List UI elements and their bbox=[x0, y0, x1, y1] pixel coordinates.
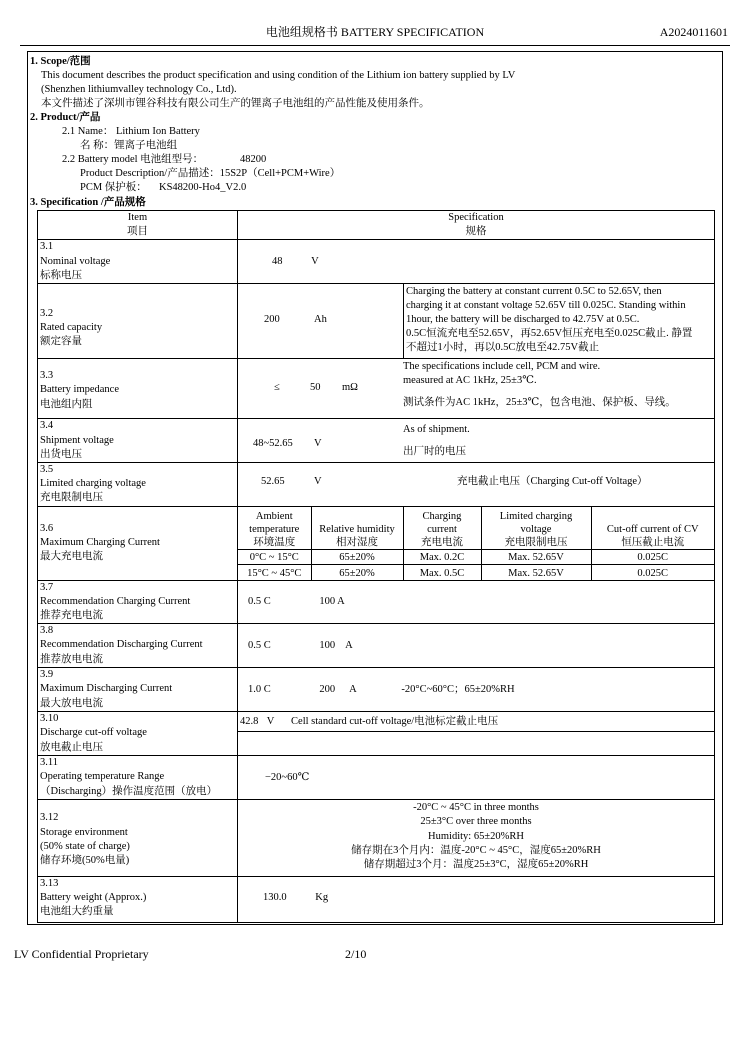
discharge-cutoff-voltage-value: 42.8 V bbox=[240, 715, 275, 727]
charging-conditions-header bbox=[238, 507, 714, 550]
battery-model-value: 48200 bbox=[240, 154, 267, 165]
scope-line-1: This document describes the product specification and using condition of the Lithium ion battery supplied by LV bbox=[41, 70, 516, 81]
discharge-cutoff-voltage-label: 3.10 Discharge cut-off voltage 放电截止电压 bbox=[38, 711, 238, 755]
pcm-value: KS48200-Ho4_V2.0 bbox=[159, 182, 247, 193]
shipment-note-en: As of shipment. bbox=[403, 424, 470, 435]
storage-line: 25±3°C over three months bbox=[420, 816, 532, 828]
battery-impedance-spec bbox=[238, 359, 715, 419]
limited-charging-voltage-note: 充电截止电压（Charging Cut-off Voltage） bbox=[457, 476, 648, 487]
operating-temperature-value: −20~60℃ bbox=[265, 771, 310, 783]
shipment-voltage-unit: V bbox=[314, 438, 322, 449]
cell-humidity: 65±20% bbox=[311, 565, 403, 580]
nominal-voltage-value: 48 bbox=[272, 255, 283, 267]
battery-model-label: 2.2 Battery model 电池组型号： bbox=[62, 154, 204, 165]
discharge-cutoff-voltage-note: Cell standard cut-off voltage/电池标定截止电压 bbox=[291, 715, 499, 727]
discharge-cutoff-voltage-line bbox=[238, 712, 714, 732]
footer-page-number: 2/10 bbox=[345, 947, 367, 961]
scope-line-3: 本文件描述了深圳市锂谷科技有限公司生产的锂离子电池组的产品性能及使用条件。 bbox=[41, 98, 430, 109]
row-max-charging-current bbox=[38, 506, 715, 580]
limited-charging-voltage-unit: V bbox=[314, 476, 322, 487]
max-discharging-current-condition: -20°C~60°C；65±20%RH bbox=[401, 683, 515, 695]
product-heading: 2. Product/产品 bbox=[30, 112, 101, 123]
storage-line: 储存期超过3个月：温度25±3°C，湿度65±20%RH bbox=[363, 859, 589, 871]
scope-heading: 1. Scope/范围 bbox=[30, 56, 91, 67]
item-header: Item 项目 bbox=[38, 211, 238, 240]
product-description: Product Description/产品描述：15S2P（Cell+PCM+Wire） bbox=[80, 168, 341, 179]
battery-weight-label: 3.13 Battery weight (Approx.) 电池组大约重量 bbox=[38, 876, 238, 922]
shipment-voltage-value: 48~52.65 bbox=[253, 438, 293, 449]
recommended-charging-current-label: 3.7 Recommendation Charging Current 推荐充电电流 bbox=[38, 580, 238, 624]
storage-line: Humidity: 65±20%RH bbox=[428, 830, 524, 842]
rated-capacity-label: 3.2 Rated capacity 额定容量 bbox=[38, 284, 238, 359]
cell-charging-current: Max. 0.5C bbox=[403, 565, 481, 580]
shipment-note-cn: 出厂时的电压 bbox=[403, 446, 466, 457]
battery-impedance-prefix: ≤ bbox=[274, 382, 280, 393]
discharge-cutoff-voltage-spec bbox=[238, 711, 715, 755]
spec-header: Specification 规格 bbox=[238, 211, 715, 240]
recommended-discharging-current-spec bbox=[238, 624, 715, 668]
cell-cutoff-current: 0.025C bbox=[591, 550, 714, 565]
recommended-charging-current-value: 0.5 C bbox=[248, 596, 271, 608]
shipment-voltage-label: 3.4 Shipment voltage 出货电压 bbox=[38, 419, 238, 463]
header-relative-humidity: Relative humidity 相对湿度 bbox=[311, 507, 403, 550]
charging-conditions-row bbox=[238, 550, 714, 565]
row-shipment-voltage bbox=[38, 419, 715, 463]
operating-temperature-spec bbox=[238, 755, 715, 799]
max-discharging-current-spec bbox=[238, 667, 715, 711]
storage-line: -20°C ~ 45°C in three months bbox=[413, 801, 539, 813]
recommended-discharging-current-amps: 100 A bbox=[319, 639, 353, 651]
row-limited-charging-voltage bbox=[38, 463, 715, 507]
row-max-discharging-current bbox=[38, 667, 715, 711]
row-battery-weight bbox=[38, 876, 715, 922]
divider bbox=[403, 284, 404, 358]
battery-impedance-note: The specifications include cell, PCM and wire. measured at AC 1kHz, 25±3℃. 测试条件为AC 1kHz，25±3℃，包含电池、保护板、导线。 bbox=[403, 361, 676, 408]
battery-weight-unit: Kg bbox=[315, 891, 329, 903]
recommended-discharging-current-label: 3.8 Recommendation Discharging Current 推荐放电电流 bbox=[38, 624, 238, 668]
cell-charging-current: Max. 0.2C bbox=[403, 550, 481, 565]
recommended-discharging-current-value: 0.5 C bbox=[248, 639, 271, 651]
operating-temperature-label: 3.11 Operating temperature Range （Discharging）操作温度范围（放电） bbox=[38, 755, 238, 799]
pcm-label: PCM 保护板： bbox=[80, 182, 147, 193]
cell-limited-voltage: Max. 52.65V bbox=[481, 550, 591, 565]
rated-capacity-value: 200 bbox=[264, 314, 280, 325]
max-charging-current-spec bbox=[238, 506, 715, 580]
max-discharging-current-amps: 200 A bbox=[319, 683, 357, 695]
footer-confidential: LV Confidential Proprietary bbox=[14, 947, 149, 961]
header-rule bbox=[20, 45, 730, 46]
row-rated-capacity bbox=[38, 284, 715, 359]
row-storage-environment bbox=[38, 799, 715, 876]
cell-cutoff-current: 0.025C bbox=[591, 565, 714, 580]
cell-limited-voltage: Max. 52.65V bbox=[481, 565, 591, 580]
battery-weight-value: 130.0 bbox=[263, 891, 287, 903]
header-limited-charging-voltage: Limited charging voltage 充电限制电压 bbox=[481, 507, 591, 550]
storage-environment-spec bbox=[238, 799, 715, 876]
storage-environment-label: 3.12 Storage environment (50% state of charge) 储存环境(50%电量) bbox=[38, 799, 238, 876]
spec-table bbox=[37, 210, 715, 923]
header-charging-current: Charging current 充电电流 bbox=[403, 507, 481, 550]
limited-charging-voltage-value: 52.65 bbox=[261, 476, 285, 487]
scope-line-2: (Shenzhen lithiumvalley technology Co., Ltd). bbox=[41, 84, 237, 95]
recommended-charging-current-amps: 100 A bbox=[319, 596, 345, 608]
battery-impedance-unit: mΩ bbox=[342, 382, 358, 393]
battery-weight-spec bbox=[238, 876, 715, 922]
header-ambient-temperature: Ambient temperature 环境温度 bbox=[238, 507, 311, 550]
nominal-voltage-spec bbox=[238, 240, 715, 284]
header-cutoff-current: Cut-off current of CV 恒压截止电流 bbox=[591, 507, 714, 550]
row-discharge-cutoff-voltage bbox=[38, 711, 715, 755]
document-header-title: 电池组规格书 BATTERY SPECIFICATION bbox=[265, 25, 485, 39]
nominal-voltage-unit: V bbox=[311, 255, 319, 267]
spec-heading: 3. Specification /产品规格 bbox=[30, 197, 146, 208]
product-name-en: 2.1 Name： Lithium Ion Battery bbox=[62, 126, 200, 137]
charging-conditions-table bbox=[238, 507, 714, 580]
max-charging-current-label: 3.6 Maximum Charging Current 最大充电电流 bbox=[38, 506, 238, 580]
shipment-voltage-spec bbox=[238, 419, 715, 463]
nominal-voltage-label: 3.1 Nominal voltage 标称电压 bbox=[38, 240, 238, 284]
max-discharging-current-value: 1.0 C bbox=[248, 683, 271, 695]
product-name-cn: 名 称：锂离子电池组 bbox=[80, 140, 178, 151]
row-recommended-discharging-current bbox=[38, 624, 715, 668]
battery-impedance-value: 50 bbox=[310, 382, 321, 393]
recommended-charging-current-spec bbox=[238, 580, 715, 624]
row-operating-temperature bbox=[38, 755, 715, 799]
cell-temperature: 15°C ~ 45°C bbox=[238, 565, 311, 580]
rated-capacity-note: Charging the battery at constant current 0.5C to 52.65V, then charging it at constant voltage 52.65V till 0.025C. Standing within 1hour, the battery will be discharged to 42.75V at 0.5C. 0.5C恒流充电至52.65V，再52.65V恒压充电至0.025C截止. 静置 不超过1小时，再以0.5C放电至42.75V截止 bbox=[406, 286, 693, 353]
row-recommended-charging-current bbox=[38, 580, 715, 624]
cell-humidity: 65±20% bbox=[311, 550, 403, 565]
limited-charging-voltage-spec bbox=[238, 463, 715, 507]
row-nominal-voltage bbox=[38, 240, 715, 284]
storage-line: 储存期在3个月内：温度-20°C ~ 45°C，湿度65±20%RH bbox=[351, 845, 601, 857]
cell-temperature: 0°C ~ 15°C bbox=[238, 550, 311, 565]
row-battery-impedance bbox=[38, 359, 715, 419]
battery-impedance-label: 3.3 Battery impedance 电池组内阻 bbox=[38, 359, 238, 419]
max-discharging-current-label: 3.9 Maximum Discharging Current 最大放电电流 bbox=[38, 667, 238, 711]
rated-capacity-spec bbox=[238, 284, 715, 359]
charging-conditions-row bbox=[238, 565, 714, 580]
rated-capacity-unit: Ah bbox=[314, 314, 327, 325]
limited-charging-voltage-label: 3.5 Limited charging voltage 充电限制电压 bbox=[38, 463, 238, 507]
spec-table-header-row bbox=[38, 211, 715, 240]
document-number: A2024011601 bbox=[659, 25, 728, 39]
